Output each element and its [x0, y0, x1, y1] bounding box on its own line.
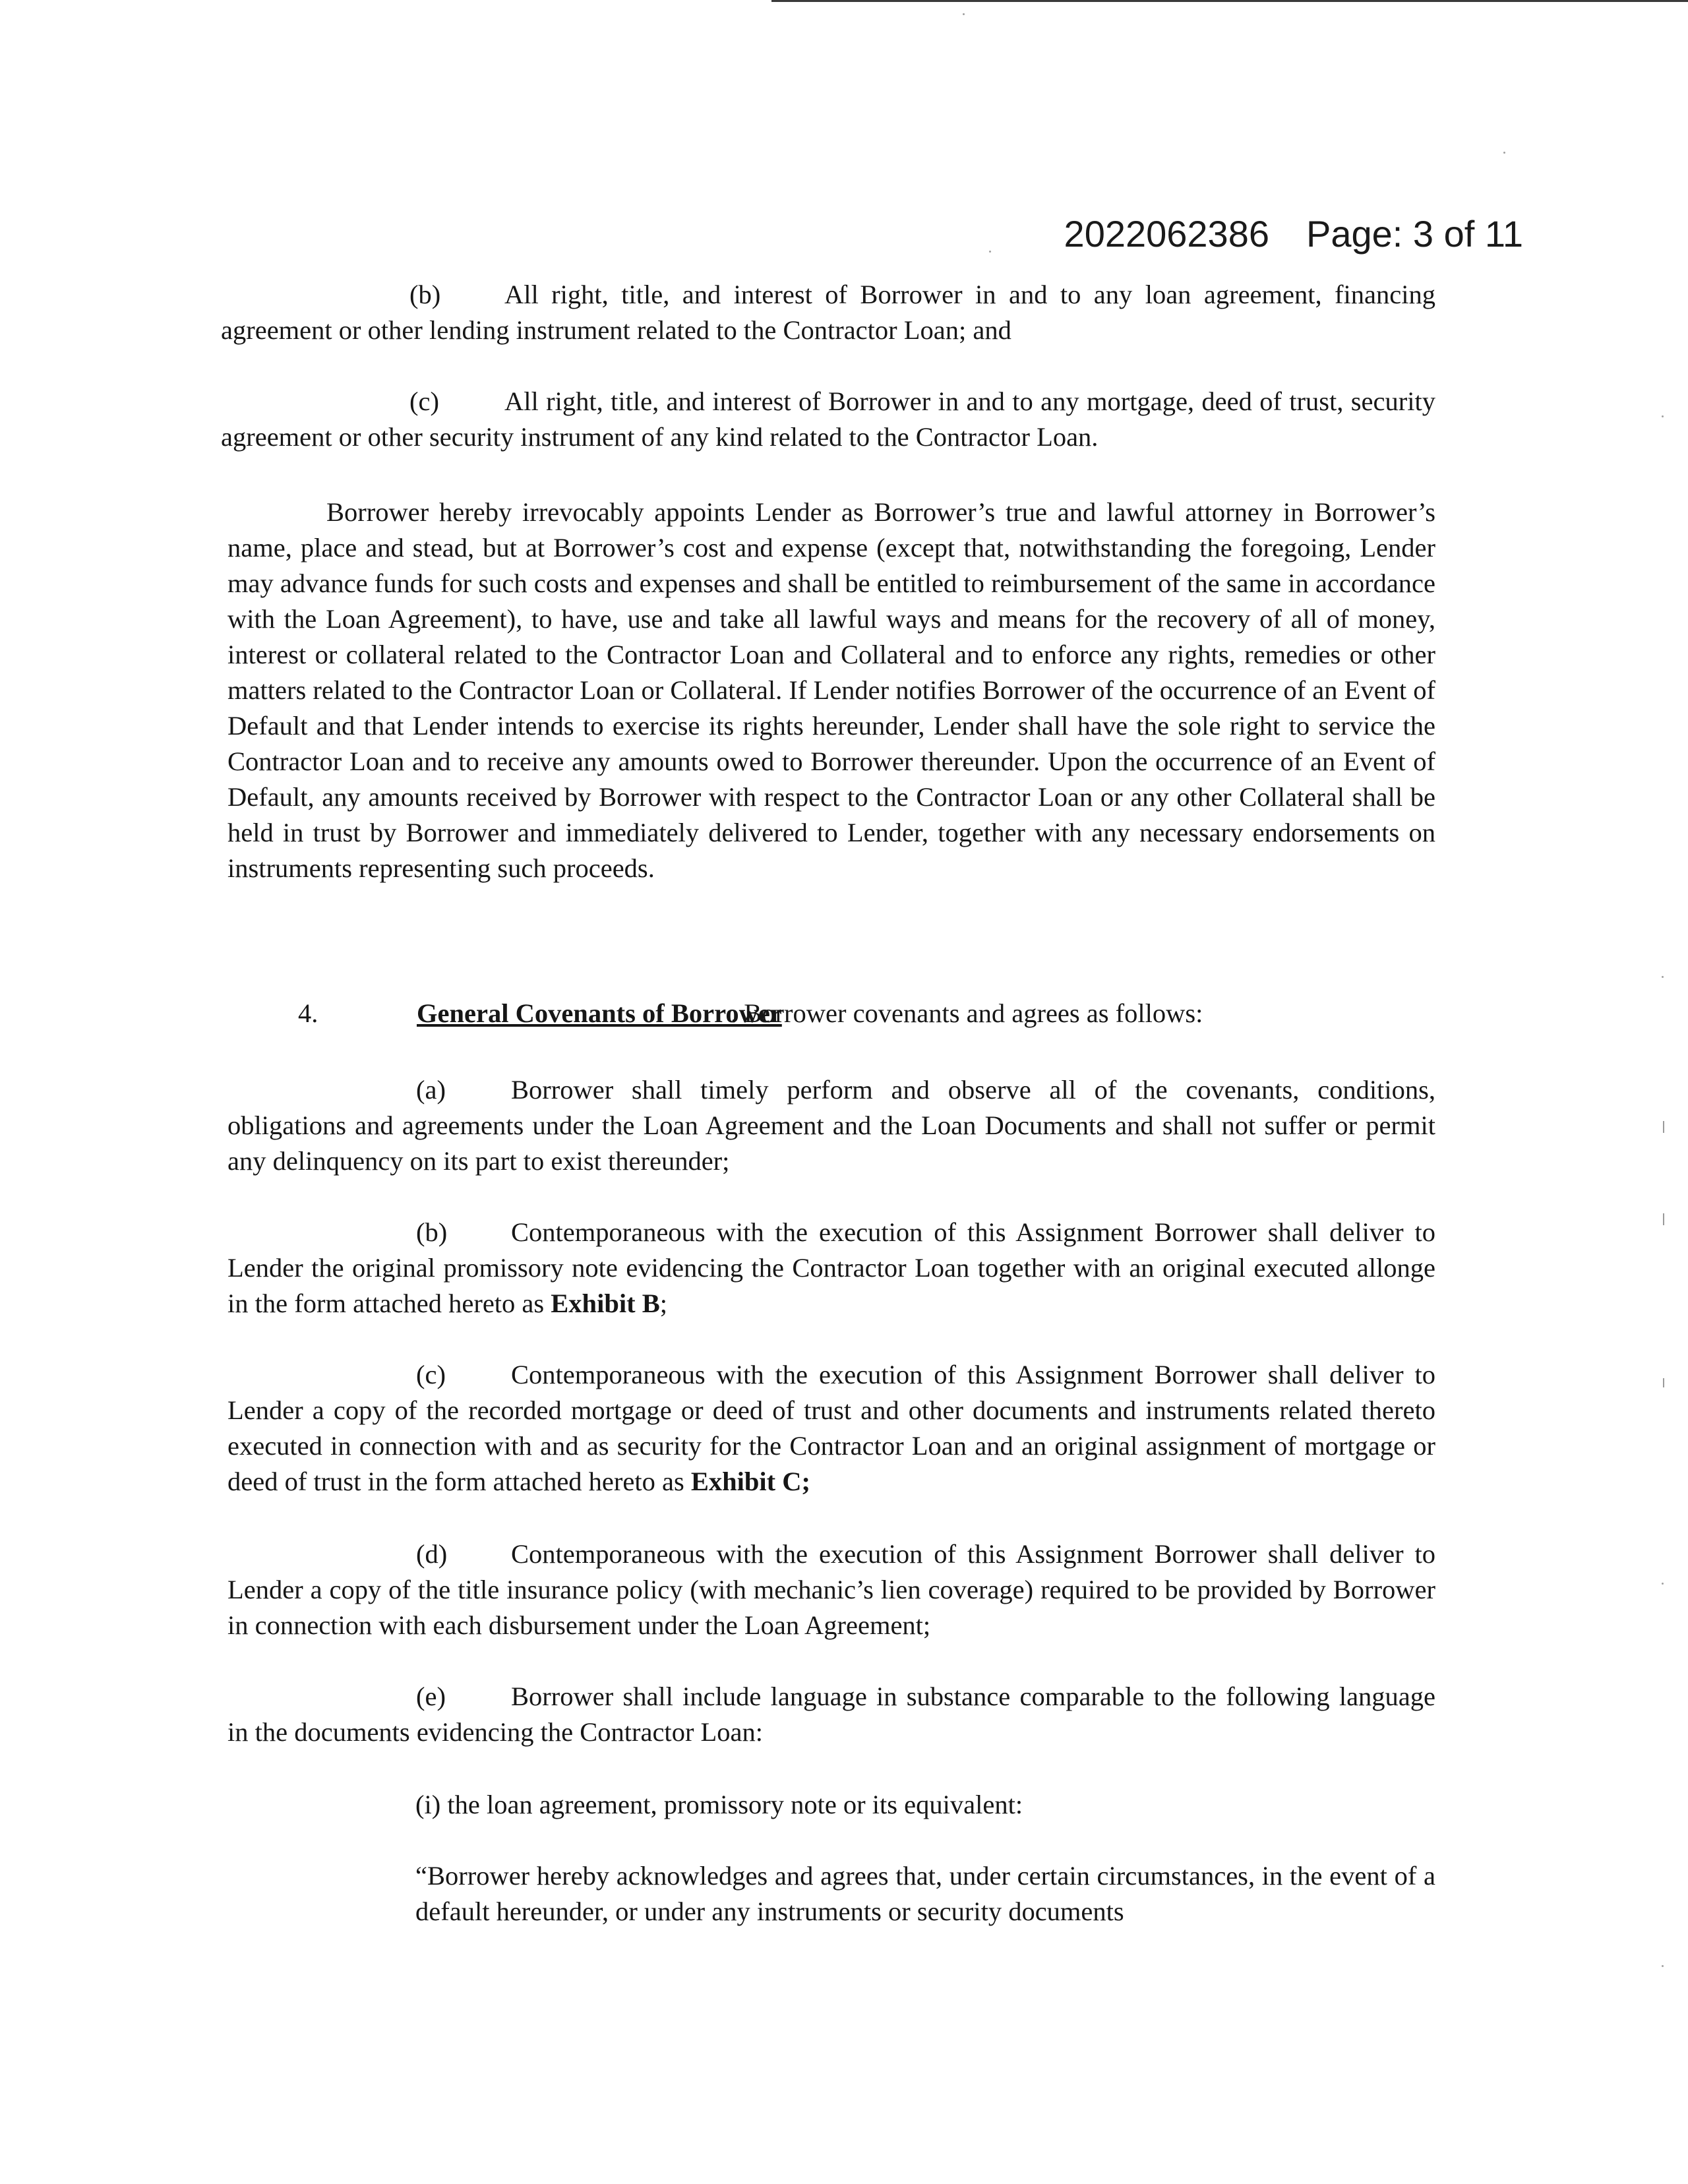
section-number: 4.: [298, 998, 318, 1028]
scan-dot: [1662, 415, 1664, 417]
scan-mark: [1663, 1378, 1664, 1387]
paragraph-text: (i) the loan agreement, promissory note or its equivalent:: [415, 1790, 1023, 1819]
item-marker: (a): [416, 1075, 446, 1105]
exhibit-reference: Exhibit B: [551, 1289, 660, 1318]
scan-dot: [1662, 976, 1664, 978]
item-marker: (e): [416, 1682, 446, 1711]
scan-mark: [1663, 1213, 1664, 1225]
quoted-language: [415, 1858, 1435, 1929]
subitem-i: [415, 1787, 1435, 1823]
item-marker: (b): [416, 1217, 448, 1247]
item-marker: (b): [409, 280, 441, 309]
covenant-c: [227, 1357, 1435, 1500]
scan-dot: [1662, 1965, 1664, 1967]
section-intro: . Borrower covenants and agrees as follows:: [731, 998, 1203, 1028]
paragraph-text: All right, title, and interest of Borrower in and to any mortgage, deed of trust, security agreement or other security instrument of any kind related to the Contractor Loan.: [221, 386, 1435, 452]
scan-mark: [1663, 1121, 1664, 1133]
item-marker: (c): [409, 386, 439, 416]
covenant-a: [227, 1072, 1435, 1179]
scan-dot: [989, 251, 991, 253]
document-number: 2022062386: [1064, 213, 1269, 255]
paragraph-text: Borrower shall timely perform and observe all of the covenants, conditions, obligations and agreements under the Loan Agreement and the Loan Documents and shall not suffer or permit any delinquency on its part to exist thereunder;: [227, 1075, 1435, 1176]
paragraph-text: Contemporaneous with the execution of this Assignment Borrower shall deliver to Lender a copy of the title insurance policy (with mechanic’s lien coverage) required to be provided by Borrower in connection with each disbursement under the Loan Agreement;: [227, 1539, 1435, 1640]
paragraph-text: Borrower hereby irrevocably appoints Lender as Borrower’s true and lawful attorney in Borrower’s name, place and stead, but at Borrower’s cost and expense (except that, notwithstanding the foregoing, Lender may advance funds for such costs and expenses and shall be entitled to reimbursement of the same in accordance with the Loan Agreement), to have, use and take all lawful ways and means for the recovery of all of money, interest or collateral related to the Contractor Loan and Collateral and to enforce any rights, remedies or other matters related to the Contractor Loan or Collateral. If Lender notifies Borrower of the occurrence of an Event of Default and that Lender intends to exercise its rights hereunder, Lender shall have the sole right to service the Contractor Loan and to receive any amounts owed to Borrower thereunder. Upon the occurrence of an Event of Default, any amounts received by Borrower with respect to the Contractor Loan or any other Collateral shall be held in trust by Borrower and immediately delivered to Lender, together with any necessary endorsements on instruments representing such proceeds.: [227, 497, 1435, 883]
item-marker: (c): [416, 1360, 446, 1389]
paragraph-text: All right, title, and interest of Borrower in and to any loan agreement, financing agreement or other lending instrument related to the Contractor Loan; and: [221, 280, 1435, 345]
covenant-d: [227, 1536, 1435, 1643]
exhibit-reference: Exhibit C;: [690, 1467, 811, 1496]
section-title: General Covenants of Borrower: [417, 998, 782, 1028]
paragraph-text: “Borrower hereby acknowledges and agrees that, under certain circumstances, in the event of a default hereunder, or under any instruments or security documents: [415, 1861, 1435, 1926]
page-header: [923, 212, 1523, 255]
paragraph-c: [221, 384, 1435, 455]
punctuation: ;: [659, 1289, 668, 1318]
item-marker: (d): [416, 1539, 448, 1569]
attorney-paragraph: [227, 495, 1435, 886]
paragraph-text: Contemporaneous with the execution of this Assignment Borrower shall deliver to Lender the original promissory note evidencing the Contractor Loan together with an original executed allonge in the form attached hereto as: [227, 1217, 1435, 1318]
scan-dot: [1662, 1583, 1664, 1585]
page-number: Page: 3 of 11: [1306, 213, 1523, 255]
scan-dot: [1503, 152, 1505, 154]
covenant-e: [227, 1679, 1435, 1750]
scan-top-border: [771, 0, 1688, 2]
paragraph-text: Contemporaneous with the execution of this Assignment Borrower shall deliver to Lender a copy of the recorded mortgage or deed of trust and other documents and instruments related thereto executed in connection with and as security for the Contractor Loan and an original assignment of mortgage or deed of trust in the form attached hereto as: [227, 1360, 1435, 1496]
scan-dot: [963, 13, 965, 15]
paragraph-b: [221, 277, 1435, 348]
covenant-b: [227, 1215, 1435, 1321]
paragraph-text: Borrower shall include language in substance comparable to the following language in the documents evidencing the Contractor Loan:: [227, 1682, 1435, 1747]
